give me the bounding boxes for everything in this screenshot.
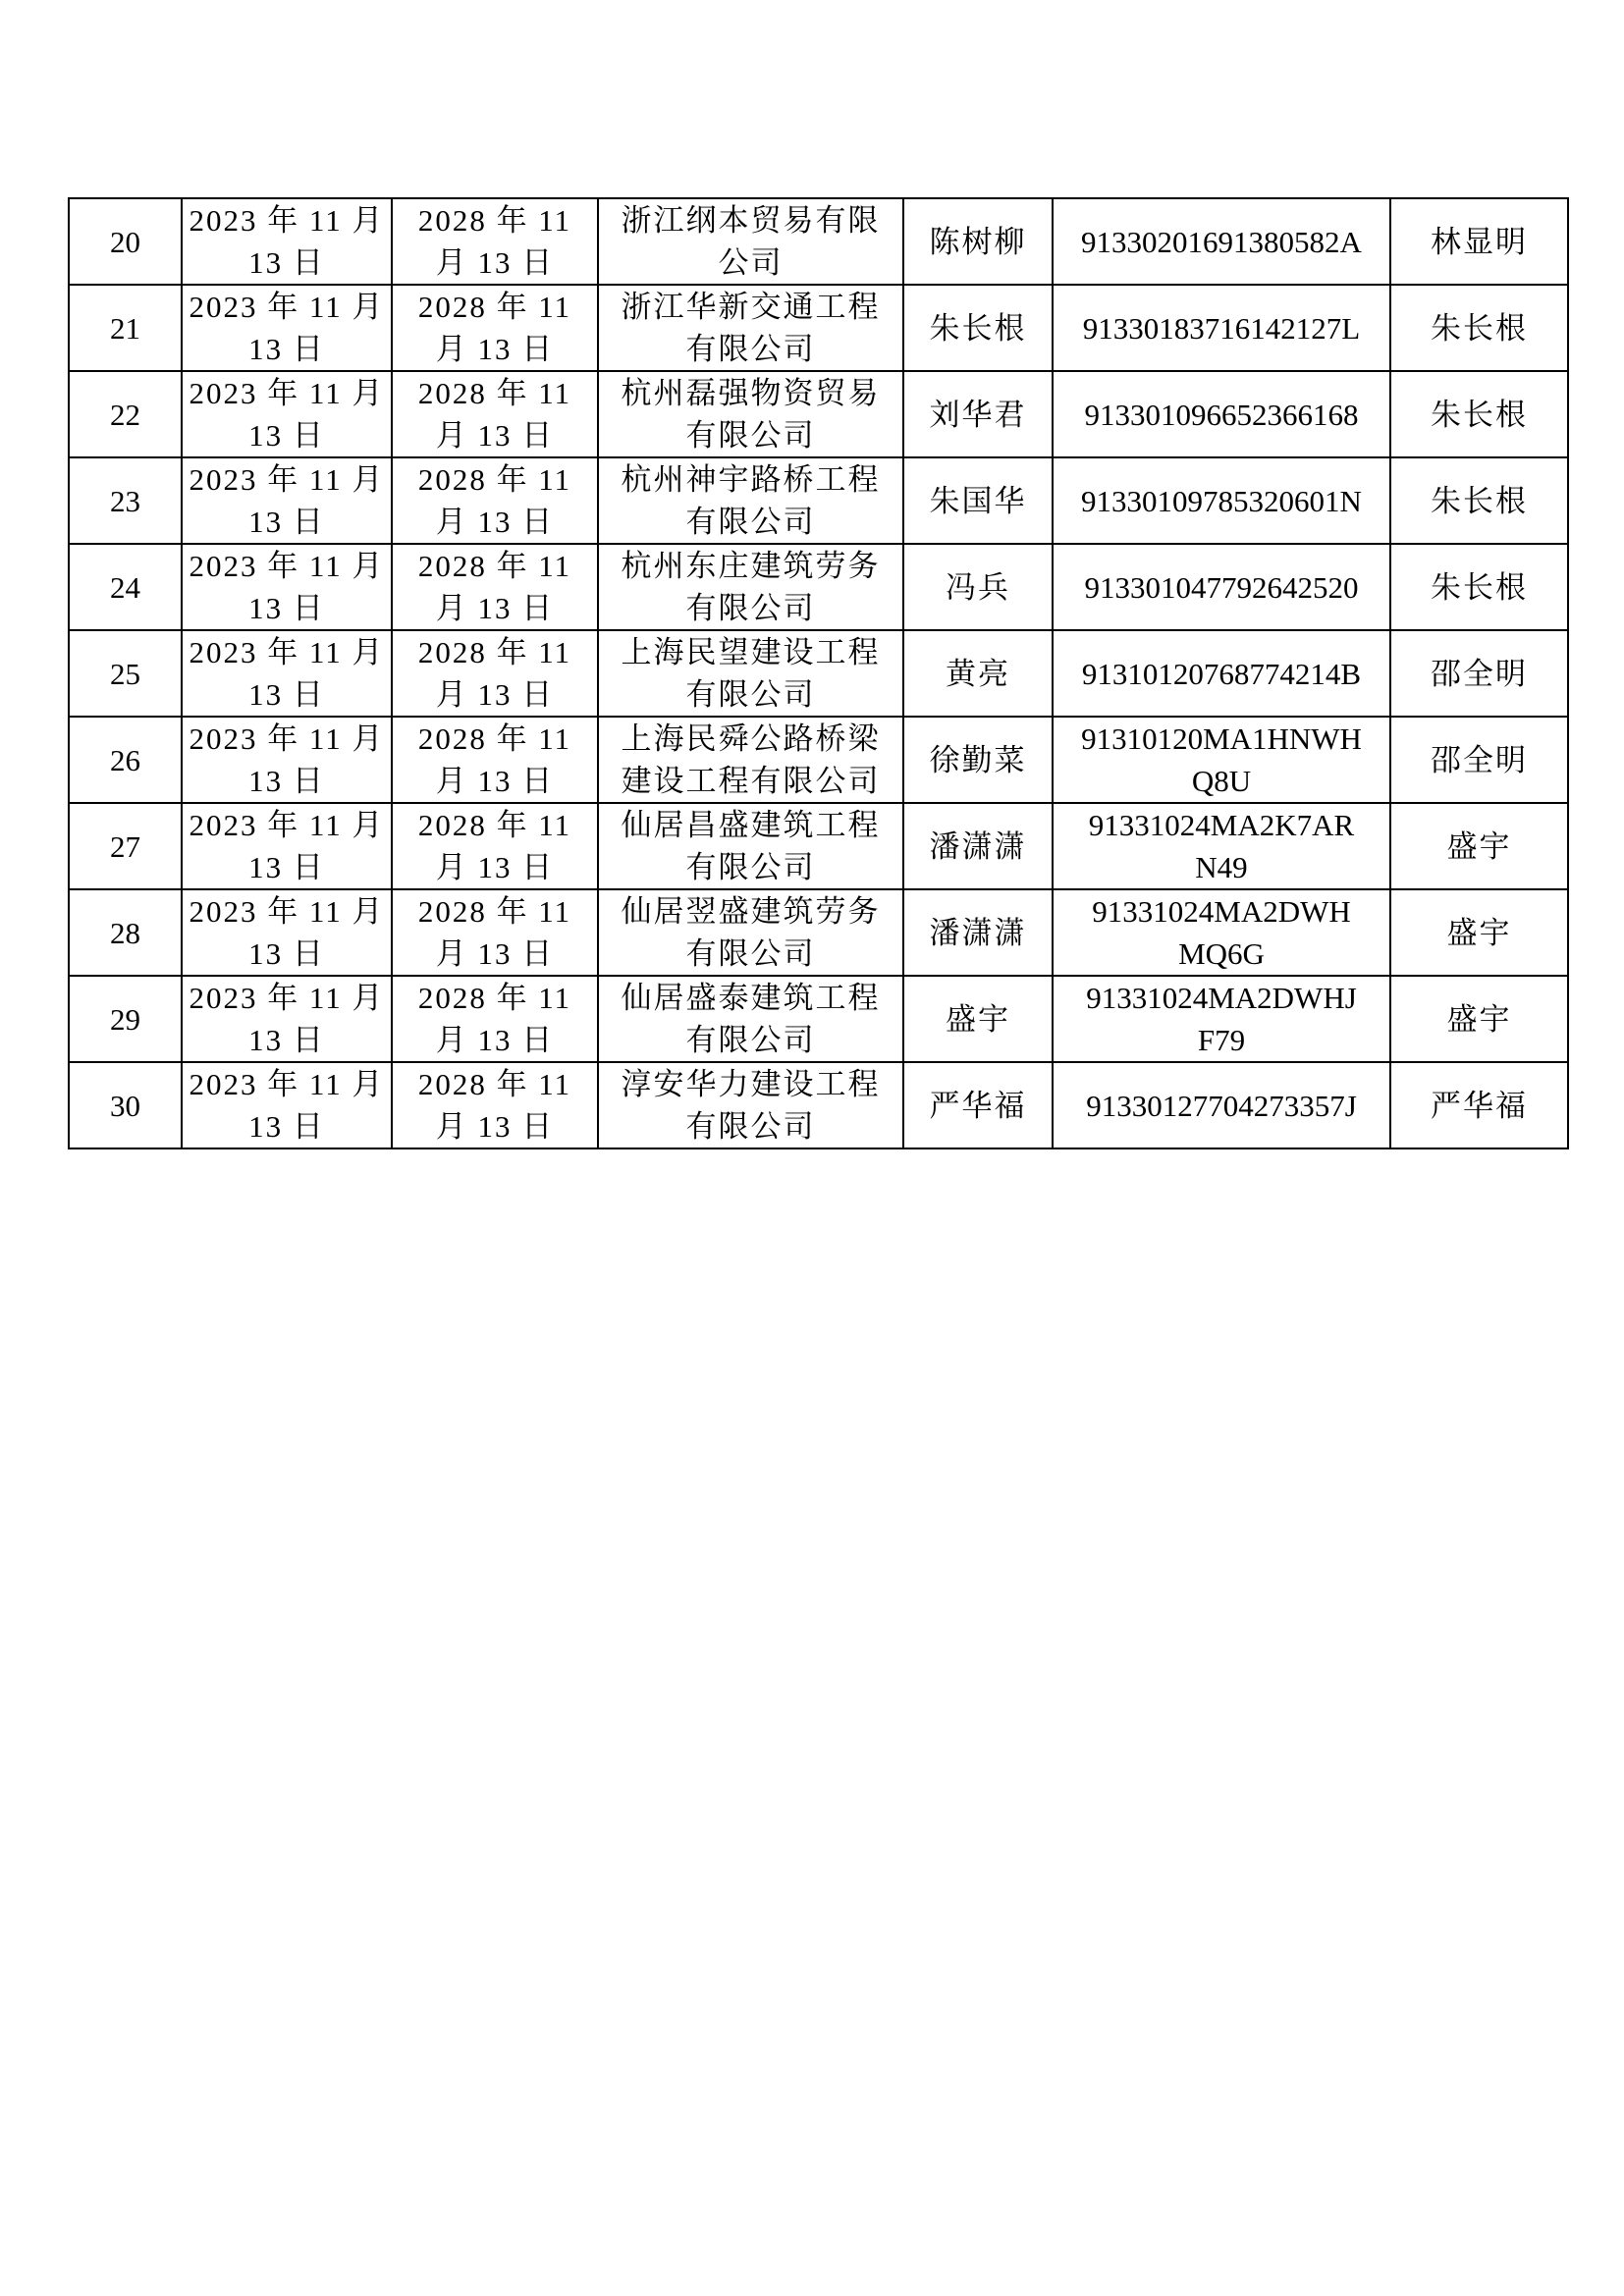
- cell-text: 2028 年 11: [417, 981, 572, 1015]
- start-date-cell: [182, 457, 392, 544]
- cell-text: 2028 年 11: [417, 808, 572, 842]
- cell-text: 月 13 日: [435, 936, 555, 971]
- credit-code-cell: [1053, 889, 1390, 976]
- start-date-cell: [182, 285, 392, 371]
- cell-text: N49: [1195, 850, 1248, 884]
- legal-representative-cell: [903, 1062, 1053, 1148]
- company-name-cell: [598, 630, 903, 717]
- company-name-cell: [598, 285, 903, 371]
- cell-text: 盛宇: [946, 1001, 1010, 1037]
- cell-text: 91331024MA2DWH: [1092, 894, 1351, 929]
- credit-code-cell: [1053, 457, 1390, 544]
- cell-text: 2023 年 11 月: [189, 721, 385, 756]
- cell-text: Q8U: [1191, 764, 1252, 798]
- legal-representative-cell: [903, 198, 1053, 285]
- cell-text: 2023 年 11 月: [189, 981, 385, 1015]
- start-date-cell: [182, 198, 392, 285]
- cell-text: 有限公司: [685, 677, 816, 712]
- cell-text: 有限公司: [685, 505, 816, 539]
- cell-text: 上海民望建设工程: [621, 635, 881, 669]
- row-number-cell: [69, 457, 182, 544]
- table-row: [69, 889, 1568, 976]
- cell-text: 月 13 日: [435, 245, 555, 280]
- cell-text: 月 13 日: [435, 1023, 555, 1057]
- start-date-cell: [182, 544, 392, 630]
- cell-text: 2023 年 11 月: [189, 1067, 385, 1101]
- cell-text: 盛宇: [1446, 915, 1512, 950]
- cell-text: 13 日: [248, 1109, 325, 1144]
- cell-text: 26: [110, 742, 140, 777]
- legal-representative-cell: [903, 285, 1053, 371]
- cell-text: 13 日: [248, 505, 325, 539]
- cell-text: 杭州神宇路桥工程: [621, 462, 881, 497]
- cell-text: 2028 年 11: [417, 549, 572, 583]
- row-number-cell: [69, 198, 182, 285]
- cell-text: 2023 年 11 月: [189, 290, 385, 324]
- cell-text: 23: [110, 483, 140, 518]
- cell-text: 严华福: [1431, 1088, 1528, 1123]
- cell-text: 22: [110, 397, 140, 432]
- company-name-cell: [598, 976, 903, 1062]
- cell-text: 13 日: [248, 850, 325, 884]
- cell-text: 91330201691380582A: [1081, 224, 1362, 259]
- cell-text: 浙江纲本贸易有限: [621, 203, 881, 238]
- cell-text: 30: [110, 1088, 140, 1123]
- cell-text: 2028 年 11: [417, 376, 572, 410]
- table-row: [69, 717, 1568, 803]
- cell-text: 月 13 日: [435, 332, 555, 366]
- end-date-cell: [392, 457, 598, 544]
- cell-text: 仙居翌盛建筑劳务: [621, 894, 881, 929]
- table-row: [69, 544, 1568, 630]
- cell-text: 朱长根: [1431, 569, 1528, 605]
- row-number-cell: [69, 1062, 182, 1148]
- cell-text: 91330109785320601N: [1081, 483, 1362, 518]
- cell-text: 月 13 日: [435, 677, 555, 712]
- cell-text: 朱国华: [929, 483, 1027, 518]
- cell-text: 91331024MA2DWHJ: [1086, 981, 1357, 1015]
- cell-text: 有限公司: [685, 936, 816, 971]
- credit-code-cell: [1053, 544, 1390, 630]
- company-name-cell: [598, 803, 903, 889]
- legal-representative-cell: [903, 803, 1053, 889]
- cell-text: 2023 年 11 月: [189, 808, 385, 842]
- legal-representative-cell: [903, 889, 1053, 976]
- credit-code-cell: [1053, 371, 1390, 457]
- cell-text: 13 日: [248, 936, 325, 971]
- records-table-body: [69, 198, 1568, 1148]
- cell-text: 黄亮: [946, 656, 1010, 691]
- credit-code-cell: [1053, 976, 1390, 1062]
- cell-text: 仙居盛泰建筑工程: [621, 981, 881, 1015]
- end-date-cell: [392, 803, 598, 889]
- row-number-cell: [69, 285, 182, 371]
- start-date-cell: [182, 717, 392, 803]
- cell-text: 2028 年 11: [417, 462, 572, 497]
- cell-text: 有限公司: [685, 418, 816, 453]
- table-row: [69, 803, 1568, 889]
- cell-text: 浙江华新交通工程: [621, 290, 881, 324]
- table-row: [69, 457, 1568, 544]
- credit-code-cell: [1053, 717, 1390, 803]
- cell-text: 朱长根: [1431, 483, 1528, 518]
- cell-text: 28: [110, 915, 140, 950]
- table-row: [69, 371, 1568, 457]
- cell-text: 林显明: [1431, 224, 1528, 259]
- cell-text: 91330183716142127L: [1082, 310, 1361, 346]
- legal-representative-cell: [903, 717, 1053, 803]
- table-row: [69, 630, 1568, 717]
- cell-text: 仙居昌盛建筑工程: [621, 808, 881, 842]
- cell-text: 2023 年 11 月: [189, 376, 385, 410]
- cell-text: 徐勤菜: [929, 742, 1027, 777]
- cell-text: 91330127704273357J: [1086, 1088, 1357, 1123]
- start-date-cell: [182, 1062, 392, 1148]
- company-name-cell: [598, 371, 903, 457]
- actual-controller-cell: [1390, 285, 1568, 371]
- cell-text: 邵全明: [1431, 742, 1528, 777]
- end-date-cell: [392, 1062, 598, 1148]
- end-date-cell: [392, 371, 598, 457]
- cell-text: 13 日: [248, 245, 325, 280]
- cell-text: 20: [110, 224, 140, 259]
- row-number-cell: [69, 889, 182, 976]
- table-row: [69, 198, 1568, 285]
- cell-text: 13 日: [248, 677, 325, 712]
- cell-text: 2028 年 11: [417, 1067, 572, 1101]
- cell-text: 有限公司: [685, 1023, 816, 1057]
- row-number-cell: [69, 803, 182, 889]
- actual-controller-cell: [1390, 717, 1568, 803]
- legal-representative-cell: [903, 630, 1053, 717]
- table-row: [69, 976, 1568, 1062]
- cell-text: 2028 年 11: [417, 290, 572, 324]
- cell-text: 潘潇潇: [929, 915, 1027, 950]
- actual-controller-cell: [1390, 1062, 1568, 1148]
- cell-text: 25: [110, 656, 140, 691]
- cell-text: 913301047792642520: [1084, 569, 1359, 605]
- cell-text: 21: [110, 310, 140, 346]
- company-name-cell: [598, 457, 903, 544]
- cell-text: 陈树柳: [929, 224, 1027, 259]
- start-date-cell: [182, 803, 392, 889]
- cell-text: 冯兵: [946, 569, 1010, 605]
- company-name-cell: [598, 889, 903, 976]
- cell-text: 2023 年 11 月: [189, 462, 385, 497]
- cell-text: 913301096652366168: [1084, 397, 1359, 432]
- table-row: [69, 1062, 1568, 1148]
- cell-text: 月 13 日: [435, 591, 555, 625]
- cell-text: 2023 年 11 月: [189, 203, 385, 238]
- end-date-cell: [392, 889, 598, 976]
- actual-controller-cell: [1390, 457, 1568, 544]
- start-date-cell: [182, 976, 392, 1062]
- cell-text: 91310120768774214B: [1081, 656, 1362, 691]
- credit-code-cell: [1053, 198, 1390, 285]
- row-number-cell: [69, 976, 182, 1062]
- cell-text: 2028 年 11: [417, 721, 572, 756]
- cell-text: 13 日: [248, 764, 325, 798]
- row-number-cell: [69, 371, 182, 457]
- cell-text: 盛宇: [1446, 828, 1512, 864]
- cell-text: 建设工程有限公司: [621, 764, 881, 798]
- actual-controller-cell: [1390, 976, 1568, 1062]
- cell-text: F79: [1197, 1023, 1246, 1057]
- cell-text: 月 13 日: [435, 418, 555, 453]
- cell-text: 杭州磊强物资贸易: [621, 376, 881, 410]
- table-row: [69, 285, 1568, 371]
- cell-text: 朱长根: [1431, 397, 1528, 432]
- actual-controller-cell: [1390, 371, 1568, 457]
- records-table: [68, 197, 1569, 1149]
- cell-text: 严华福: [929, 1088, 1027, 1123]
- legal-representative-cell: [903, 544, 1053, 630]
- end-date-cell: [392, 285, 598, 371]
- end-date-cell: [392, 630, 598, 717]
- cell-text: 月 13 日: [435, 850, 555, 884]
- cell-text: 24: [110, 569, 140, 605]
- cell-text: 盛宇: [1446, 1001, 1512, 1037]
- credit-code-cell: [1053, 803, 1390, 889]
- actual-controller-cell: [1390, 630, 1568, 717]
- cell-text: 91310120MA1HNWH: [1081, 721, 1362, 756]
- cell-text: 2028 年 11: [417, 635, 572, 669]
- cell-text: 27: [110, 828, 140, 864]
- cell-text: 月 13 日: [435, 505, 555, 539]
- cell-text: 朱长根: [929, 310, 1027, 346]
- row-number-cell: [69, 717, 182, 803]
- actual-controller-cell: [1390, 889, 1568, 976]
- end-date-cell: [392, 717, 598, 803]
- cell-text: 上海民舜公路桥梁: [621, 721, 881, 756]
- end-date-cell: [392, 544, 598, 630]
- legal-representative-cell: [903, 457, 1053, 544]
- cell-text: 13 日: [248, 332, 325, 366]
- cell-text: 2028 年 11: [417, 203, 572, 238]
- actual-controller-cell: [1390, 198, 1568, 285]
- cell-text: 13 日: [248, 591, 325, 625]
- actual-controller-cell: [1390, 544, 1568, 630]
- cell-text: 邵全明: [1431, 656, 1528, 691]
- cell-text: 淳安华力建设工程: [621, 1067, 881, 1101]
- row-number-cell: [69, 630, 182, 717]
- start-date-cell: [182, 371, 392, 457]
- cell-text: 有限公司: [685, 1109, 816, 1144]
- cell-text: 潘潇潇: [929, 828, 1027, 864]
- company-name-cell: [598, 1062, 903, 1148]
- end-date-cell: [392, 198, 598, 285]
- cell-text: 2023 年 11 月: [189, 635, 385, 669]
- start-date-cell: [182, 630, 392, 717]
- cell-text: 有限公司: [685, 332, 816, 366]
- cell-text: 公司: [718, 245, 784, 280]
- end-date-cell: [392, 976, 598, 1062]
- cell-text: 13 日: [248, 418, 325, 453]
- cell-text: 有限公司: [685, 850, 816, 884]
- cell-text: 杭州东庄建筑劳务: [621, 549, 881, 583]
- company-name-cell: [598, 544, 903, 630]
- cell-text: 月 13 日: [435, 764, 555, 798]
- start-date-cell: [182, 889, 392, 976]
- cell-text: 2023 年 11 月: [189, 894, 385, 929]
- cell-text: 刘华君: [929, 397, 1027, 432]
- company-name-cell: [598, 717, 903, 803]
- actual-controller-cell: [1390, 803, 1568, 889]
- cell-text: 月 13 日: [435, 1109, 555, 1144]
- legal-representative-cell: [903, 371, 1053, 457]
- cell-text: 有限公司: [685, 591, 816, 625]
- cell-text: 29: [110, 1001, 140, 1037]
- company-name-cell: [598, 198, 903, 285]
- cell-text: 朱长根: [1431, 310, 1528, 346]
- credit-code-cell: [1053, 1062, 1390, 1148]
- cell-text: 2023 年 11 月: [189, 549, 385, 583]
- credit-code-cell: [1053, 630, 1390, 717]
- cell-text: MQ6G: [1178, 936, 1265, 971]
- legal-representative-cell: [903, 976, 1053, 1062]
- credit-code-cell: [1053, 285, 1390, 371]
- row-number-cell: [69, 544, 182, 630]
- cell-text: 2028 年 11: [417, 894, 572, 929]
- cell-text: 13 日: [248, 1023, 325, 1057]
- cell-text: 91331024MA2K7AR: [1088, 808, 1355, 842]
